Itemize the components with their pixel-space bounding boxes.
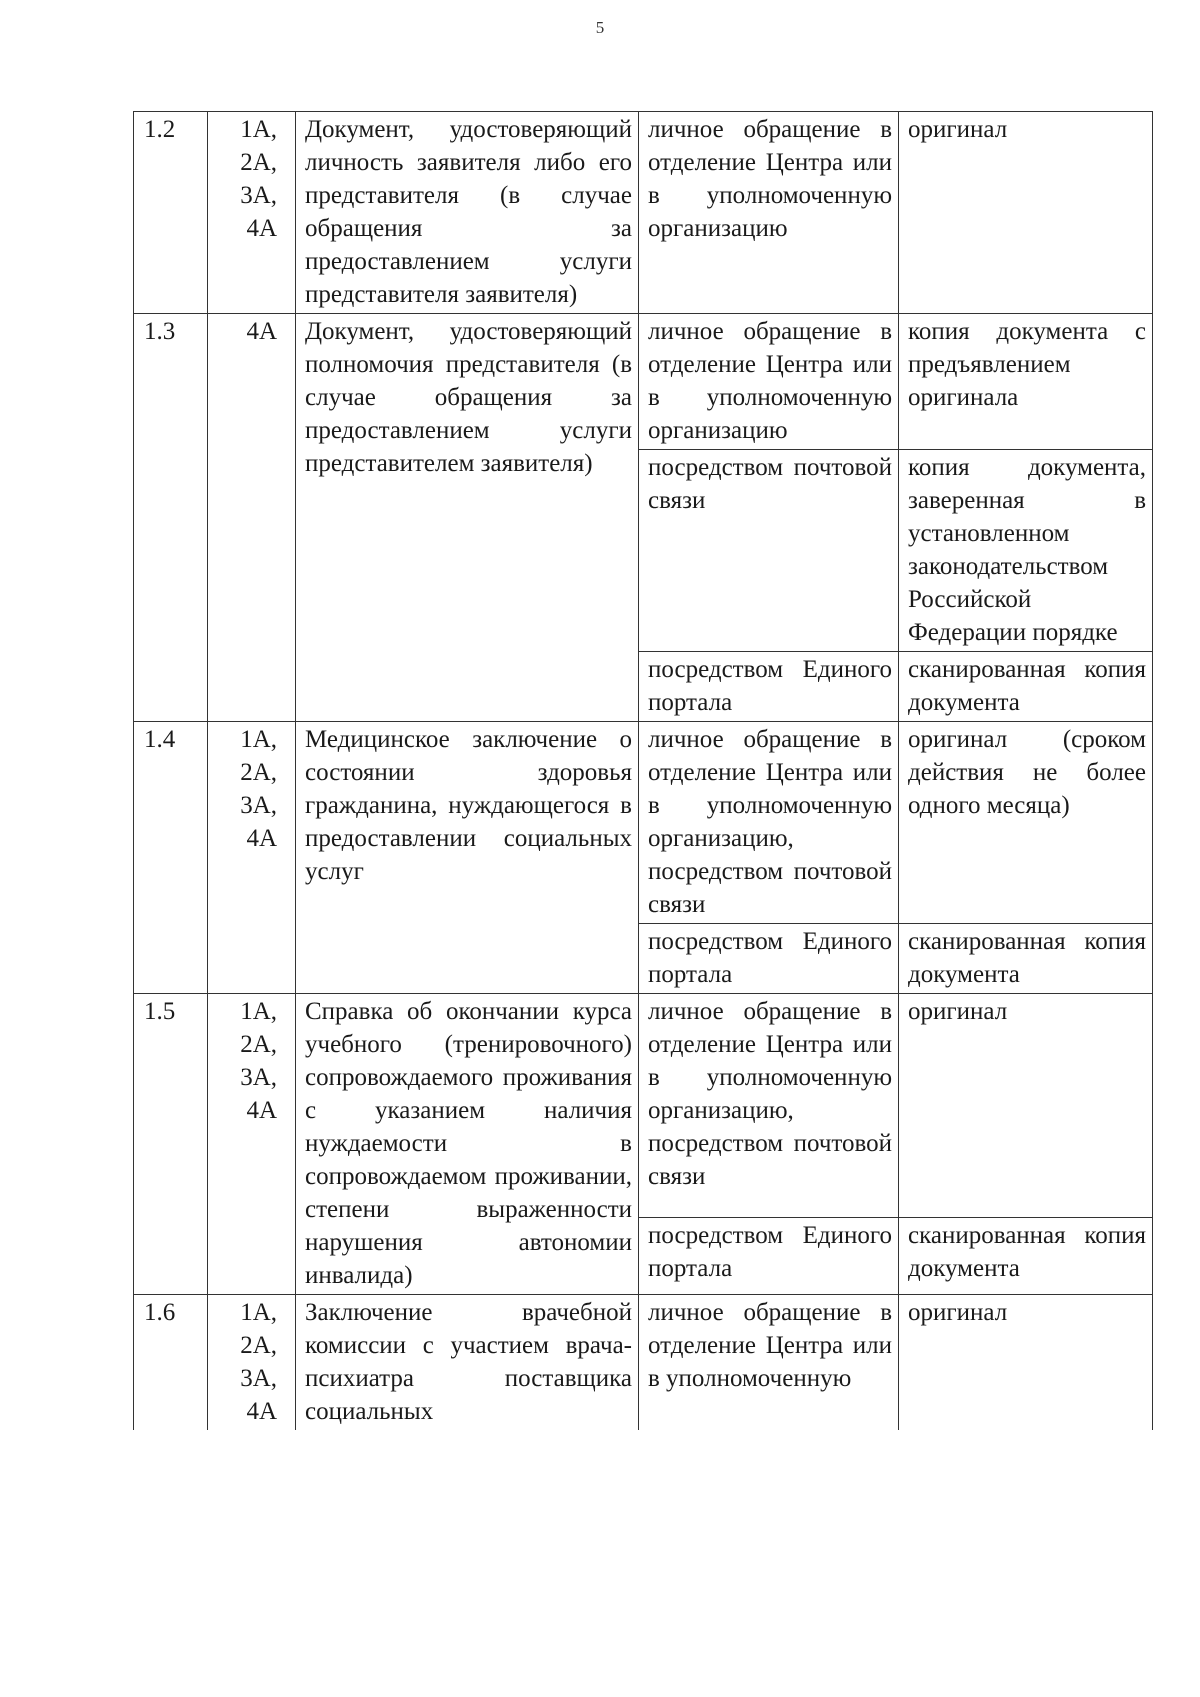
row-number: 1.5	[134, 994, 208, 1295]
submission-method: личное обращение в отделение Центра или в уполномоченную организацию	[639, 314, 899, 450]
submission-method: посредством Единого портала	[639, 1217, 899, 1294]
documents-table	[133, 111, 1153, 1430]
document-name: Заключение врачебной комиссии с участием врача-психиатра поставщика социальных	[296, 1295, 639, 1431]
document-name: Документ, удостоверяющий личность заявителя либо его представителя (в случае обращения за предоставлением услуги представителя заявителя)	[296, 112, 639, 314]
document-form: сканированная копия документа	[899, 924, 1153, 994]
submission-method: личное обращение в отделение Центра или в уполномоченную организацию, посредством почтовой связи	[639, 722, 899, 924]
submission-method: личное обращение в отделение Центра или в уполномоченную организацию	[639, 112, 899, 314]
table-row	[134, 994, 1153, 1218]
submission-method: посредством Единого портала	[639, 924, 899, 994]
table-row	[134, 1295, 1153, 1431]
applicant-categories: 1А, 2А, 3А, 4А	[208, 1295, 296, 1431]
document-form: копия документа с предъявлением оригинала	[899, 314, 1153, 450]
table-row	[134, 722, 1153, 924]
document-form: оригинал (сроком действия не более одного месяца)	[899, 722, 1153, 924]
document-name: Медицинское заключение о состоянии здоровья гражданина, нуждающегося в предоставлении социальных услуг	[296, 722, 639, 994]
document-form: сканированная копия документа	[899, 1217, 1153, 1294]
document-name: Документ, удостоверяющий полномочия представителя (в случае обращения за предоставлением услуги представителем заявителя)	[296, 314, 639, 722]
document-form: оригинал	[899, 112, 1153, 314]
applicant-categories: 1А, 2А, 3А, 4А	[208, 994, 296, 1295]
applicant-categories: 1А, 2А, 3А, 4А	[208, 722, 296, 994]
submission-method: личное обращение в отделение Центра или в уполномоченную	[639, 1295, 899, 1431]
applicant-categories: 4А	[208, 314, 296, 722]
row-number: 1.3	[134, 314, 208, 722]
row-number: 1.4	[134, 722, 208, 994]
table-row	[134, 112, 1153, 314]
applicant-categories: 1А, 2А, 3А, 4А	[208, 112, 296, 314]
submission-method: посредством почтовой связи	[639, 450, 899, 652]
document-form: копия документа, заверенная в установленном законодательством Российской Федерации порядке	[899, 450, 1153, 652]
document-form: сканированная копия документа	[899, 652, 1153, 722]
document-form: оригинал	[899, 1295, 1153, 1431]
submission-method: посредством Единого портала	[639, 652, 899, 722]
document-name: Справка об окончании курса учебного (тренировочного) сопровождаемого проживания с указанием наличия нуждаемости в сопровождаемом проживании, степени выраженности нарушения автономии инвалида)	[296, 994, 639, 1295]
document-form: оригинал	[899, 994, 1153, 1218]
row-number: 1.2	[134, 112, 208, 314]
submission-method: личное обращение в отделение Центра или в уполномоченную организацию, посредством почтовой связи	[639, 994, 899, 1218]
page-number: 5	[595, 18, 605, 37]
table-row	[134, 314, 1153, 450]
row-number: 1.6	[134, 1295, 208, 1431]
